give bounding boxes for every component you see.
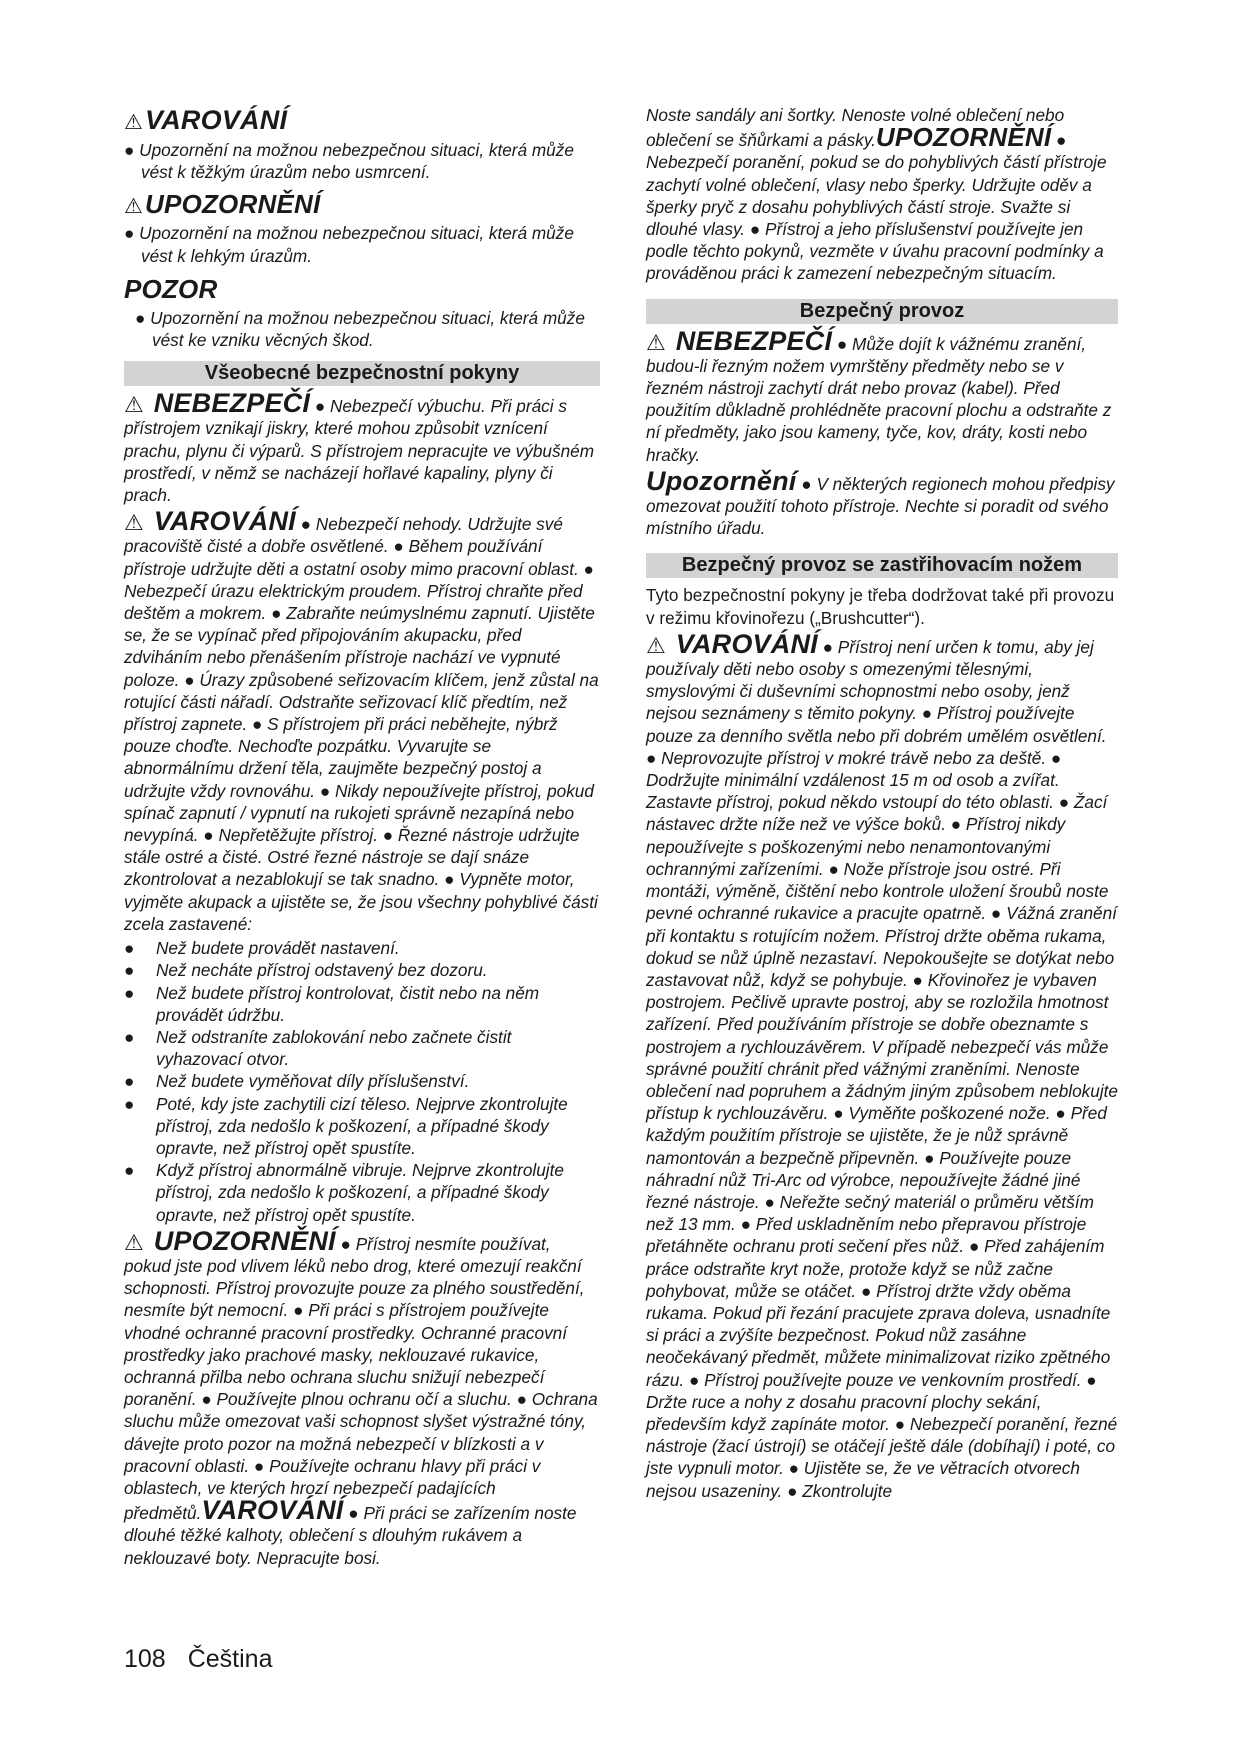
warning-triangle-icon: ⚠ — [124, 510, 144, 536]
list-item: ● Než budete vyměňovat díly příslušenství. — [124, 1071, 470, 1092]
nebezpeci-label: NEBEZPEČÍ — [153, 388, 311, 419]
warning-triangle-icon: ⚠ — [124, 195, 144, 219]
warning-triangle-icon: ⚠ — [124, 392, 144, 418]
pozor-definition: ● Upozornění na možnou nebezpečnou situaci, která může vést ke vzniku věcných škod. — [135, 307, 585, 351]
varovani-paragraph: ⚠ VAROVÁNÍ ● Nebezpečí nehody. Udržujte své pracoviště čisté a dobře osvětlené. ● Během používání přístroje udržujte děti a ostatní osoby mimo pracovní oblast. ● Nebezpečí úrazu elektrickým proudem. Přístroj chraňte před deštěm a mokrem. ● Zabraňte neúmyslnému zapnutí. Ujistěte se, že se vypínač před připojováním akupacku, před zdviháním nebo přenášením přístroje nachází ve vypnuté poloze. ● Úrazy způsobené seřizovacím klíčem, jenž zůstal na rotující části nářadí. Odstraňte seřizovací klíč předtím, než přístroj zapnete. ● S přístrojem při práci neběhejte, nýbrž pouze choďte. Nechoďte pozpátku. Vyvarujte se abnormálnímu držení těla, zaujměte bezpečný postoj a udržujte vždy rovnováhu. ● Nikdy nepoužívejte přístroj, pokud spínač zapnutí / vypnutí na rukojeti správně nezapíná nebo nevypíná. ● Nepřetěžujte přístroj. ● Řezné nástroje udržujte stále ostré a čisté. Ostré řezné nástroje se dají snáze zkontrolovat a nezablokují se tak snadno. ● Vypněte motor, vyjměte akupack a ujistěte se, že jsou všechny pohyblivé části zcela zastavené: — [124, 506, 599, 934]
varovani-inline-label: VAROVÁNÍ — [201, 1495, 344, 1526]
upozorneni-paragraph: ⚠ UPOZORNĚNÍ ● Přístroj nesmíte používat, pokud jste pod vlivem léků nebo drog, které omezují reakční schopnosti. Přístroj provozujte pouze za plného soustředění, nesmíte být nemocní. ● Při práci s přístrojem používejte vhodné ochranné pracovní prostředky. Ochranné pracovní prostředky jako prachové masky, neklouzavé rukavice, ochranná přilba nebo ochrana sluchu snižují nebezpečí poranění. ● Používejte plnou ochranu očí a sluchu. ● Ochrana sluchu může omezovat vaši schopnost slyšet výstražné tóny, dávejte proto pozor na možná nebezpečí v blízkosti a v pracovní oblasti. ● Používejte ochranu hlavy při práci v oblastech, ve kterých hrozí nebezpečí padajících předmětů.VAROVÁNÍ ● Při práci se zařízením noste dlouhé těžké kalhoty, oblečení s dlouhým rukávem a neklouzavé boty. Nepracujte bosi. — [124, 1225, 598, 1568]
nebezpeci-label: NEBEZPEČÍ — [675, 325, 833, 356]
varovani-heading: ⚠VAROVÁNÍ — [124, 105, 288, 135]
right-column — [646, 104, 1118, 1502]
list-item: ● Než odstraníte zablokování nebo začnete čistit vyhazovací otvor. — [124, 1026, 512, 1070]
language-label: Čeština — [187, 1645, 273, 1673]
blade-intro: Tyto bezpečnostní pokyny je třeba dodržovat také při provozu v režimu křovinořezu („Brushcutter“). — [646, 585, 1115, 628]
stop-conditions-list — [124, 937, 600, 1226]
varovani-label: VAROVÁNÍ — [153, 506, 296, 537]
upozorneni-heading: ⚠UPOZORNĚNÍ — [124, 189, 321, 220]
warning-triangle-icon: ⚠ — [124, 1229, 144, 1255]
section-blade-operation: Bezpečný provoz se zastřihovacím nožem — [646, 553, 1118, 578]
section-safe-operation: Bezpečný provoz — [646, 299, 1118, 324]
upozorneni-inline-label: UPOZORNĚNÍ — [875, 122, 1052, 153]
list-item: ● Než necháte přístroj odstavený bez dozoru. — [124, 960, 488, 981]
page-number: 108 — [124, 1645, 166, 1673]
list-item: ● Poté, kdy jste zachytili cizí těleso. Nejprve zkontrolujte přístroj, zda nedošlo k poškození, a případné škody opravte, než přístroj opět spustíte. — [124, 1093, 568, 1158]
varovani-label: VAROVÁNÍ — [675, 628, 818, 659]
upozorneni-label: Upozornění — [646, 465, 797, 496]
clothing-paragraph: Noste sandály ani šortky. Nenoste volné oblečení nebo oblečení se šňůrkami a pásky.UPOZORNĚNÍ ● Nebezpečí poranění, pokud se do pohyblivých částí přístroje zachytí volné oblečení, vlasy nebo šperky. Udržujte oděv a šperky pryč z dosahu pohyblivých částí stroje. Svažte si dlouhé vlasy. ● Přístroj a jeho příslušenství používejte jen podle těchto pokynů, vezměte v úvahu pracovní podmínky a prováděnou práci k zamezení nebezpečným situacím. — [646, 105, 1107, 284]
varovani-paragraph: ⚠ VAROVÁNÍ ● Přístroj není určen k tomu, aby jej používaly děti nebo osoby s omezenými tělesnými, smyslovými či duševními schopnostmi nebo osoby, jenž nejsou seznámeny s těmito pokyny. ● Přístroj používejte pouze za denního světla nebo při dobrém umělém osvětlení. ● Neprovozujte přístroj v mokré trávě nebo za deště. ● Dodržujte minimální vzdálenost 15 m od osob a zvířat. Zastavte přístroj, pokud někdo vstoupí do této oblasti. ● Žací nástavec držte níže než ve výšce boků. ● Přístroj nikdy nepoužívejte s poškozenými nebo nenamontovanými ochrannými zařízeními. ● Nože přístroje jsou ostré. Při montáži, výměně, čištění nebo kontrole uložení šroubů noste pevné ochranné rukavice a pracujte opatrně. ● Vážná zranění při kontaktu s rotujícím nožem. Přístroj držte oběma rukama, dokud se nůž úplně nezastaví. Nepokoušejte se dotýkat nebo zastavovat nůž, když se pohybuje. ● Křovinořez je vybaven postrojem. Pečlivě upravte postroj, aby se rozložila hmotnost zařízení. Před používáním přístroje se dobře obeznamte s postrojem a rychlouzávěrem. V případě nebezpečí vás může správné použití chránit před vážnými zraněními. Nenoste oblečení nad popruhem a žádným jiným způsobem neblokujte přístup k rychlouzávěru. ● Vyměňte poškozené nože. ● Před každým použitím přístroje se ujistěte, že je nůž správně namontován a bezpečně připevněn. ● Používejte pouze náhradní nůž Tri-Arc od výrobce, nepoužívejte žádné jiné řezné nástroje. ● Neřežte sečný materiál o průměru větším než 13 mm. ● Před uskladněním nebo přepravou přístroje přetáhněte ochranu proti sečení přes nůž. ● Před zahájením práce odstraňte kryt nože, protože když se nůž začne pohybovat, může se otáčet. ● Přístroj držte vždy oběma rukama. Pokud při řezání pracujete zprava doleva, usnadníte si práci a zvýšíte bezpečnost. Pokud nůž zasáhne neočekávaný předmět, můžete minimalizovat riziko zpětného rázu. ● Přístroj používejte pouze ve venkovním prostředí. ● Držte ruce a nohy z dosahu pracovní plochy sekání, především když zapínáte motor. ● Nebezpečí poranění, řezné nástroje (žací ústrojí) se otáčejí ještě dále (dobíhají) i poté, co jste vypnuli motor. ● Ujistěte se, že ve větracích otvorech nejsou usazeniny. ● Zkontrolujte — [646, 628, 1118, 1501]
upozorneni-note: Upozornění ● V některých regionech mohou předpisy omezovat použití tohoto přístroje. Nechte si poradit od svého místního úřadu. — [646, 465, 1115, 539]
nebezpeci-paragraph: ⚠ NEBEZPEČÍ ● Může dojít k vážnému zranění, budou-li řezným nožem vymrštěny předměty nebo se v řezném nástroji zachytí drát nebo provaz (kabel). Před použitím důkladně prohlédněte pracovní plochu a odstraňte z ní předměty, jako jsou kameny, tyče, kov, dráty, kosti nebo hračky. — [646, 325, 1112, 465]
left-column — [124, 104, 600, 1569]
warning-triangle-icon: ⚠ — [646, 329, 666, 355]
list-item: ● Když přístroj abnormálně vibruje. Nejprve zkontrolujte přístroj, zda nedošlo k poškození, a případné škody opravte, než přístroj opět spustíte. — [124, 1160, 564, 1225]
section-general-safety: Všeobecné bezpečnostní pokyny — [124, 361, 600, 386]
upozorneni-label: UPOZORNĚNÍ — [153, 1225, 336, 1256]
upozorneni-definition: ● Upozornění na možnou nebezpečnou situaci, která může vést k lehkým úrazům. — [124, 223, 574, 266]
warning-triangle-icon: ⚠ — [124, 111, 144, 134]
list-item: ● Než budete přístroj kontrolovat, čistit nebo na něm provádět údržbu. — [124, 982, 540, 1025]
nebezpeci-paragraph: ⚠ NEBEZPEČÍ ● Nebezpečí výbuchu. Při práci s přístrojem vznikají jiskry, které mohou způsobit vznícení prachu, plynu či výparů. S přístrojem nepracujte ve výbušném prostředí, v němž se nacházejí hořlavé kapaliny, plyny či prach. — [124, 388, 595, 506]
varovani-definition: ● Upozornění na možnou nebezpečnou situaci, která může vést k těžkým úrazům nebo usmrcení. — [124, 140, 574, 183]
page-footer — [124, 1645, 294, 1674]
warning-triangle-icon: ⚠ — [646, 632, 666, 658]
pozor-heading: POZOR — [124, 273, 218, 304]
list-item: ● Než budete provádět nastavení. — [124, 938, 400, 959]
